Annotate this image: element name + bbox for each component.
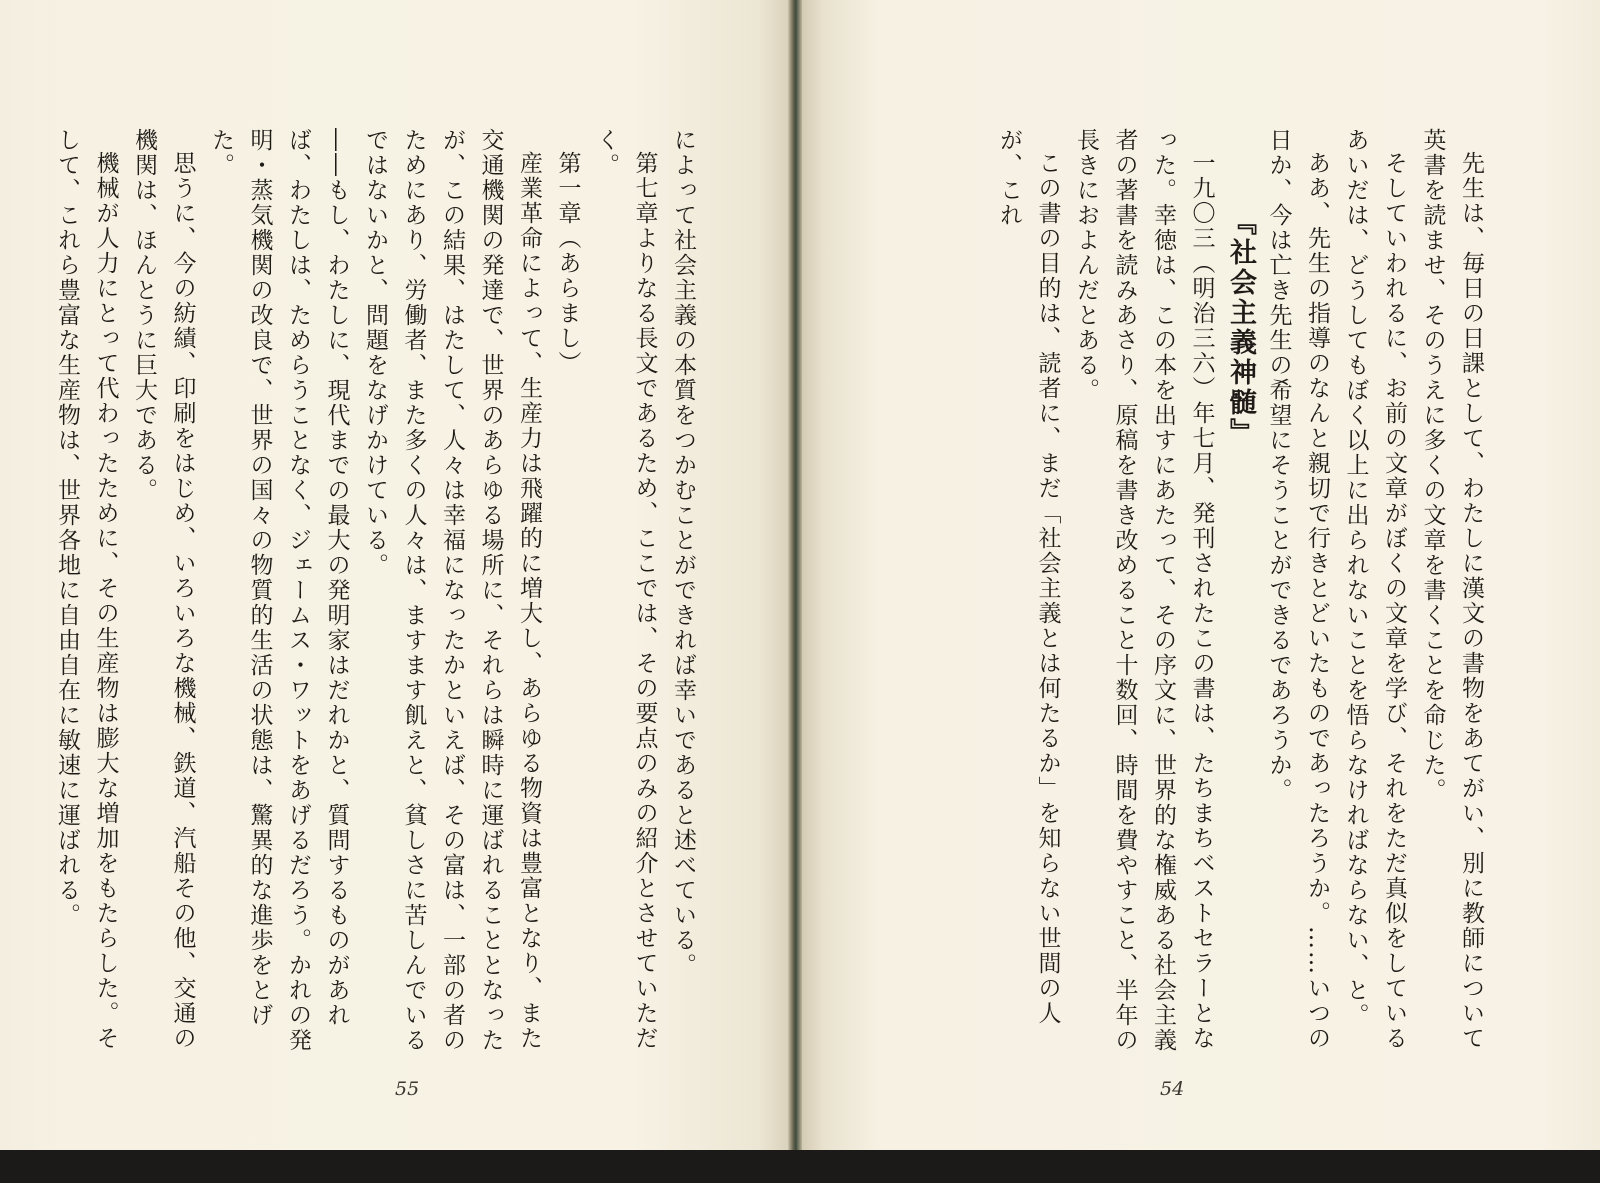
dash-paragraph: ――もし、わたしに、現代までの最大の発明家はだれかと、質問するものがあれば、わたしは、ためらうことなく、ジェームス・ワットをあげるだろう。かれの発明・蒸気機関の改良で、世界の国々の物質的生活の状態は、驚異的な進歩をとげた。 (208, 128, 350, 1053)
right-page (800, 0, 1600, 1150)
book-gutter (788, 0, 802, 1150)
paragraph: ああ、先生の指導のなんと親切で行きとどいたものであったろうか。……いつの日か、今は亡き先生の希望にそうことができるであろうか。 (1265, 128, 1330, 1051)
page-number: 54 (1160, 1078, 1185, 1100)
paragraph: 思うに、今の紡績、印刷をはじめ、いろいろな機械、鉄道、汽船その他、交通の機関は、ほんとうに巨大である。 (131, 128, 196, 1051)
section-heading: 『社会主義神髄』 (1225, 208, 1256, 448)
chapter-heading: 第一章（あらまし） (554, 151, 581, 376)
paragraph: 先生は、毎日の日課として、わたしに漢文の書物をあてがい、別に教師について英書を読ませ、そのうえに多くの文章を書くことを命じた。 (1419, 128, 1484, 1051)
paragraph: 機械が人力にとって代わったために、その生産物は膨大な増加をもたらした。そして、これら豊富な生産物は、世界各地に自由自在に敏速に運ばれる。 (54, 128, 119, 1051)
page-number: 55 (395, 1078, 420, 1100)
paragraph: そしていわれるに、お前の文章がぼくの文章を学び、それをただ真似をしているあいだは、どうしてもぼく以上に出られないことを悟らなければならない、と。 (1342, 128, 1407, 1051)
right-page-text (870, 128, 1490, 1068)
continuation-paragraph: によって社会主義の本質をつかむことができれば幸いであると述べている。 (670, 128, 696, 978)
left-page (0, 0, 790, 1150)
paragraph: 第七章よりなる長文であるため、ここでは、その要点のみの紹介とさせていただく。 (593, 128, 658, 1051)
paragraph: この書の目的は、読者に、まだ「社会主義とは何たるか」を知らない世間の人が、これ (996, 128, 1061, 1026)
paragraph: 産業革命によって、生産力は飛躍的に増大し、あらゆる物資は豊富となり、また交通機関の発達で、世界のあらゆる場所に、それらは瞬時に運ばれることとなったが、この結果、はたして、人々は幸福になったかといえば、その富は、一部の者のためにあり、労働者、また多くの人々は、ますます飢えと、貧しさに苦しんでいるではないかと、問題をなげかけている。 (362, 128, 542, 1053)
scan-bottom-edge (0, 1150, 1600, 1183)
paragraph: 一九〇三（明治三六）年七月、発刊されたこの書は、たちまちベストセラーとなった。幸徳は、この本を出すにあたって、その序文に、世界的な権威ある社会主義者の著書を読みあさり、原稿を書き改めること十数回、時間を費やすこと、半年の長きにおよんだとある。 (1073, 128, 1215, 1053)
left-page-text (52, 128, 702, 1068)
